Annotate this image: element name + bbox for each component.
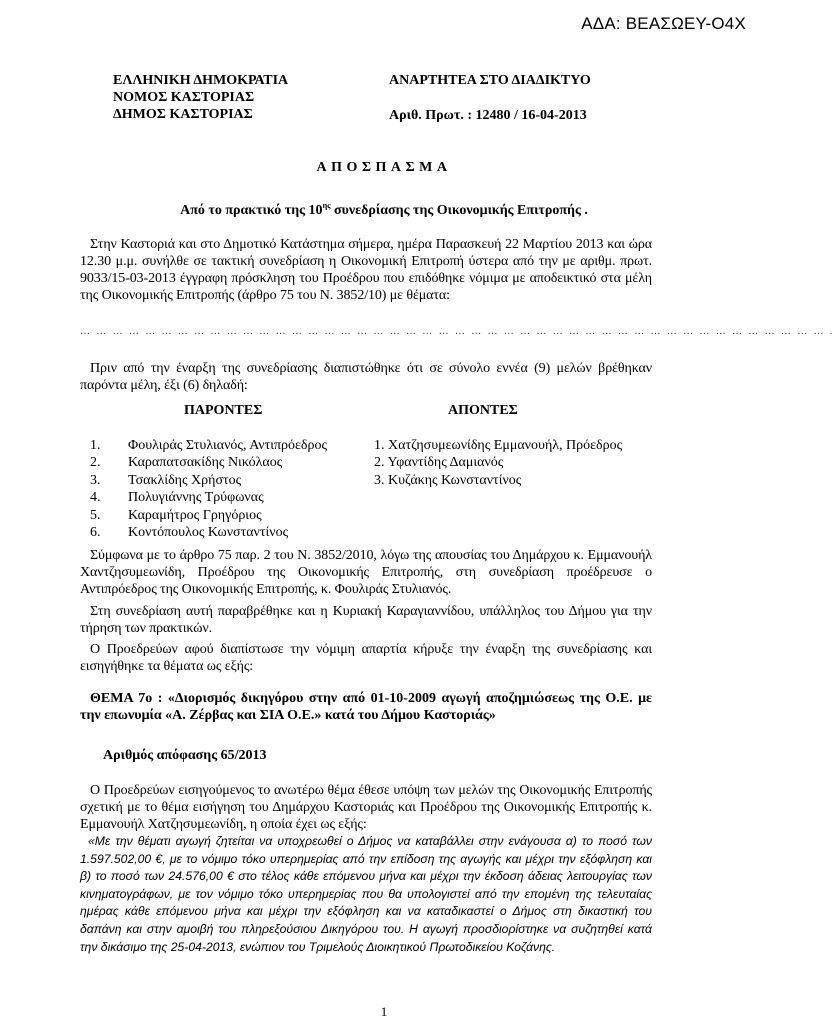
absent-list	[374, 437, 622, 489]
list-item: 2. Υφαντίδης Δαμιανός	[374, 455, 504, 471]
paragraph-secretary-text: Στη συνεδρίαση αυτή παραβρέθηκε και η Κυριακή Καραγιαννίδου, υπάλληλος του Δήμου για την τήρηση των πρακτικών.	[80, 604, 652, 636]
subtitle-sup: ης	[322, 201, 331, 210]
header-municipality: ΔΗΜΟΣ ΚΑΣΤΟΡΙΑΣ	[113, 107, 253, 122]
list-item: 2. Καραπατσακίδης Νικόλαος	[90, 455, 283, 471]
paragraph-secretary	[80, 603, 652, 637]
decision-number: Αριθμός απόφασης 65/2013	[103, 748, 267, 763]
subtitle-after: συνεδρίασης της Οικονομικής Επιτροπής .	[330, 203, 588, 218]
present-heading: ΠΑΡΟΝΤΕΣ	[184, 403, 263, 418]
list-item: 4. Πολυγιάννης Τρύφωνας	[90, 490, 264, 506]
list-item: 3. Κυζάκης Κωνσταντίνος	[374, 472, 522, 488]
document-title: ΑΠΟΣΠΑΣΜΑ	[316, 160, 452, 175]
paragraph-opening-text: Ο Προεδρεύων αφού διαπίστωσε την νόμιμη απαρτία κήρυξε την έναρξη της συνεδρίασης και εισηγήθηκε τα θέματα ως εξής:	[80, 642, 652, 674]
header-prefecture: ΝΟΜΟΣ ΚΑΣΤΟΡΙΑΣ	[113, 90, 255, 105]
absent-heading: ΑΠΟΝΤΕΣ	[448, 403, 518, 418]
list-item: 5. Καραμήτρος Γρηγόριος	[90, 507, 262, 523]
list-item: 3. Τσακλίδης Χρήστος	[90, 472, 242, 488]
page-number: 1	[380, 1004, 388, 1019]
header-country: ΕΛΛΗΝΙΚΗ ΔΗΜΟΚΡΑΤΙΑ	[113, 73, 289, 88]
paragraph-proposal-text: Ο Προεδρεύων εισηγούμενος το ανωτέρω θέμα έθεσε υπόψη των μελών της Οικονομικής Επιτροπής σχετική με το θέμα εισήγηση του Δημάρχου Καστοριάς και Προέδρου της Οικονομικής Επιτροπής κ. Εμμανουήλ Χατζησυμεωνίδη, η οποία έχει ως εξής:	[80, 783, 652, 832]
quoted-proposal-text: «Με την θέματι αγωγή ζητείται να υποχρεωθεί ο Δήμος να καταβάλλει στην ενάγουσα α) το ποσό των 1.597.502,00 €, με το νόμιμο τόκο υπερημερίας από την επίδοση της αγωγής και μέχρι την εξόφληση και β) το ποσό των 24.576,00 € στο τέλος κάθε επόμενου μήνα και μέχρι την έκδοση άδειας λειτουργίας των κινηματογράφων, με τον νόμιμο τόκο υπερημερίας που θα υπολογιστεί από την επομένη της τελευταίας ημέρας κάθε επόμενου μήνα και μέχρι την εξόφληση και να καταδικαστεί ο Δήμος στη δικαστική του δαπάνη και στην αμοιβή του πληρεξούσιου Δικηγόρου του. Η αγωγή προσδιορίστηκε να συζητηθεί κατά την δικάσιμο της 25-04-2013, ενώπιον του Τριμελούς Διοικητικού Πρωτοδικείου Κοζάνης.	[80, 834, 652, 954]
header-right	[389, 72, 591, 124]
header-left	[113, 72, 288, 123]
thema-text: ΘΕΜΑ 7ο : «Διορισμός δικηγόρου στην από 01-10-2009 αγωγή αποζημιώσεως της Ο.Ε. με την επωνυμία «Α. Ζέρβας και ΣΙΑ Ο.Ε.» κατά του Δήμου Καστοριάς»	[80, 691, 652, 723]
subtitle-before: Από το πρακτικό της 10	[180, 203, 323, 218]
paragraph-quorum	[80, 360, 652, 394]
thema-heading	[80, 690, 652, 724]
dots-line: … … … … … … … … … … … … … … … … … … … … … … … … … … … … … … … … … … … … … … … … … … … … … … .	[80, 326, 834, 337]
ada-code: ΑΔΑ: ΒΕΑΣΩΕΥ-Ο4Χ	[581, 14, 746, 33]
present-list	[90, 437, 327, 541]
header-publish-note: ΑΝΑΡΤΗΤΕΑ ΣΤΟ ΔΙΑΔΙΚΤΥΟ	[389, 73, 591, 88]
paragraph-chair-text: Σύμφωνα με το άρθρο 75 παρ. 2 του Ν. 3852/2010, λόγω της απουσίας του Δημάρχου κ. Εμμανουήλ Χαντζησυμεωνίδη, Προέδρου της Οικονομικής Επιτροπής, στη συνεδρίαση προέδρευσε ο Αντιπρόεδρος της Οικονομικής Επιτροπής, κ. Φουλιράς Στυλιανός.	[80, 548, 652, 597]
paragraph-chair	[80, 547, 652, 598]
document-subtitle	[0, 201, 768, 219]
quoted-proposal	[80, 833, 652, 956]
list-item: 1. Χατζησυμεωνίδης Εμμανουήλ, Πρόεδρος	[374, 438, 623, 453]
header-protocol-number: Αριθ. Πρωτ. : 12480 / 16-04-2013	[389, 108, 587, 123]
paragraph-quorum-text: Πριν από την έναρξη της συνεδρίασης διαπιστώθηκε ότι σε σύνολο εννέα (9) μελών βρέθηκαν παρόντα μέλη, έξι (6) δηλαδή:	[80, 361, 652, 393]
paragraph-intro	[80, 236, 652, 304]
paragraph-intro-text: Στην Καστοριά και στο Δημοτικό Κατάστημα σήμερα, ημέρα Παρασκευή 22 Μαρτίου 2013 και ώρα 12.30 μ.μ. συνήλθε σε τακτική συνεδρίαση η Οικονομική Επιτροπή ύστερα από την με αριθμ. πρωτ. 9033/15-03-2013 έγγραφη πρόσκληση του Προέδρου που επιδόθηκε νόμιμα με αποδεικτικό στα μέλη της Οικονομικής Επιτροπής (άρθρο 75 του Ν. 3852/10) με θέματα:	[80, 237, 652, 303]
paragraph-proposal	[80, 782, 652, 833]
paragraph-opening	[80, 641, 652, 675]
list-item: 1. Φουλιράς Στυλιανός, Αντιπρόεδρος	[90, 438, 328, 453]
list-item: 6. Κοντόπουλος Κωνσταντίνος	[90, 525, 289, 541]
